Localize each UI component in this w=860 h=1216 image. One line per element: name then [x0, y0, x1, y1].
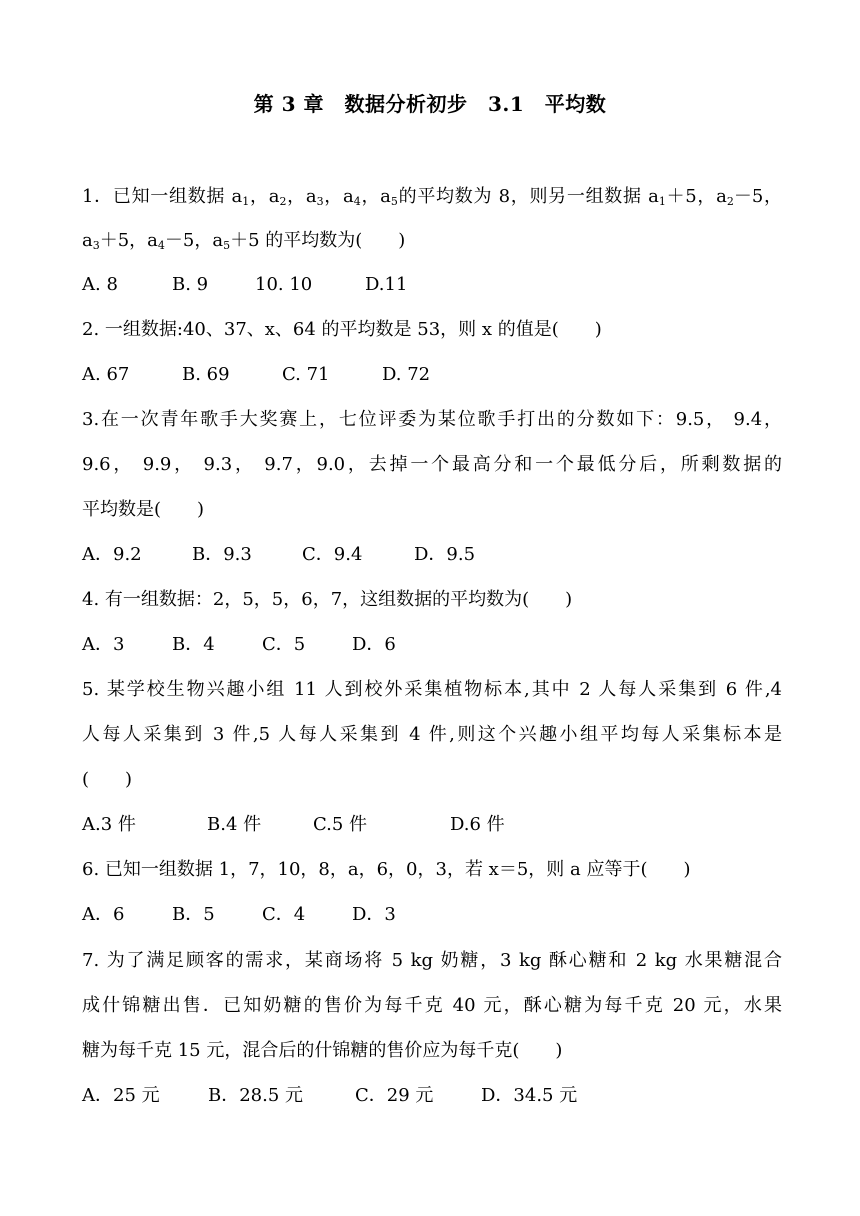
q5-option-b[interactable]: B.4 件 — [207, 814, 262, 835]
q1-options — [82, 270, 407, 300]
q7-line-2: 成什锦糖出售．已知奶糖的售价为每千克 40 元，酥心糖为每千克 20 元，水果 — [82, 995, 782, 1016]
q3-line-2: 9.6， 9.9， 9.3， 9.7，9.0，去掉一个最高分和一个最低分后，所剩数据的 — [82, 454, 782, 475]
q2-option-d[interactable]: D. 72 — [382, 364, 431, 385]
q7-option-b[interactable]: B．28.5 元 — [208, 1085, 304, 1106]
q6-options — [82, 900, 396, 930]
q4-option-b[interactable]: B．4 — [172, 634, 215, 655]
page-title: 第 3 章 数据分析初步 3.1 平均数 — [253, 92, 607, 116]
q1-option-d[interactable]: D.11 — [365, 274, 408, 295]
q6-option-c[interactable]: C．4 — [262, 904, 306, 925]
q6-option-a[interactable]: A．6 — [82, 904, 125, 925]
q5-options — [82, 810, 505, 840]
q7-option-a[interactable]: A．25 元 — [82, 1085, 160, 1106]
q7-option-d[interactable]: D．34.5 元 — [481, 1085, 578, 1106]
q3-option-d[interactable]: D．9.5 — [414, 544, 476, 565]
q1-line-1: 1．已知一组数据 $a_1$，$a_2$，$a_3$，$a_4$，$a_5$的平均数为 8，则另一组数据 $a_1+5$，$a_2-5$， — [82, 186, 782, 208]
q2-options — [82, 360, 430, 390]
q1-line-2: $a_3+5$，$a_4-5$，$a_5+5$ 的平均数为( ) — [82, 230, 406, 252]
q2-option-c[interactable]: C. 71 — [282, 364, 330, 385]
q7-line-1: 7. 为了满足顾客的需求，某商场将 5 kg 奶糖，3 kg 酥心糖和 2 kg 水果糖混合 — [82, 950, 782, 971]
q3-option-b[interactable]: B．9.3 — [192, 544, 252, 565]
q1-option-c[interactable]: 10. 10 — [255, 274, 313, 295]
q3-options — [82, 540, 475, 570]
q3-option-c[interactable]: C．9.4 — [302, 544, 363, 565]
q5-line-3: ( ) — [82, 769, 133, 790]
q1-option-a[interactable]: A. 8 — [82, 274, 118, 295]
q1-option-b[interactable]: B. 9 — [172, 274, 209, 295]
q6-line-1: 6. 已知一组数据 1，7，10，8，a，6，0，3，若 x＝5，则 a 应等于( ) — [82, 859, 691, 880]
q4-options — [82, 630, 396, 660]
q2-line-1: 2. 一组数据:40、37、x、64 的平均数是 53，则 x 的值是( ) — [82, 319, 602, 340]
q4-option-a[interactable]: A．3 — [82, 634, 125, 655]
q5-line-2: 人每人采集到 3 件,5 人每人采集到 4 件,则这个兴趣小组平均每人采集标本是 — [82, 724, 782, 745]
q7-line-3: 糖为每千克 15 元，混合后的什锦糖的售价应为每千克( ) — [82, 1040, 563, 1061]
q3-option-a[interactable]: A．9.2 — [82, 544, 142, 565]
q5-option-d[interactable]: D.6 件 — [450, 814, 505, 835]
q3-line-3: 平均数是( ) — [82, 499, 205, 520]
q4-line-1: 4. 有一组数据：2，5，5，6，7，这组数据的平均数为( ) — [82, 589, 573, 610]
q5-option-a[interactable]: A.3 件 — [82, 814, 136, 835]
q7-option-c[interactable]: C．29 元 — [355, 1085, 434, 1106]
q2-option-b[interactable]: B. 69 — [182, 364, 230, 385]
q5-line-1: 5. 某学校生物兴趣小组 11 人到校外采集植物标本,其中 2 人每人采集到 6 件,4 — [82, 679, 782, 700]
q3-line-1: 3.在一次青年歌手大奖赛上，七位评委为某位歌手打出的分数如下：9.5， 9.4， — [82, 409, 782, 430]
q4-option-c[interactable]: C．5 — [262, 634, 306, 655]
q6-option-b[interactable]: B．5 — [172, 904, 215, 925]
q7-options — [82, 1081, 577, 1111]
q4-option-d[interactable]: D．6 — [352, 634, 396, 655]
q5-option-c[interactable]: C.5 件 — [313, 814, 368, 835]
q2-option-a[interactable]: A. 67 — [82, 364, 130, 385]
q6-option-d[interactable]: D．3 — [352, 904, 396, 925]
